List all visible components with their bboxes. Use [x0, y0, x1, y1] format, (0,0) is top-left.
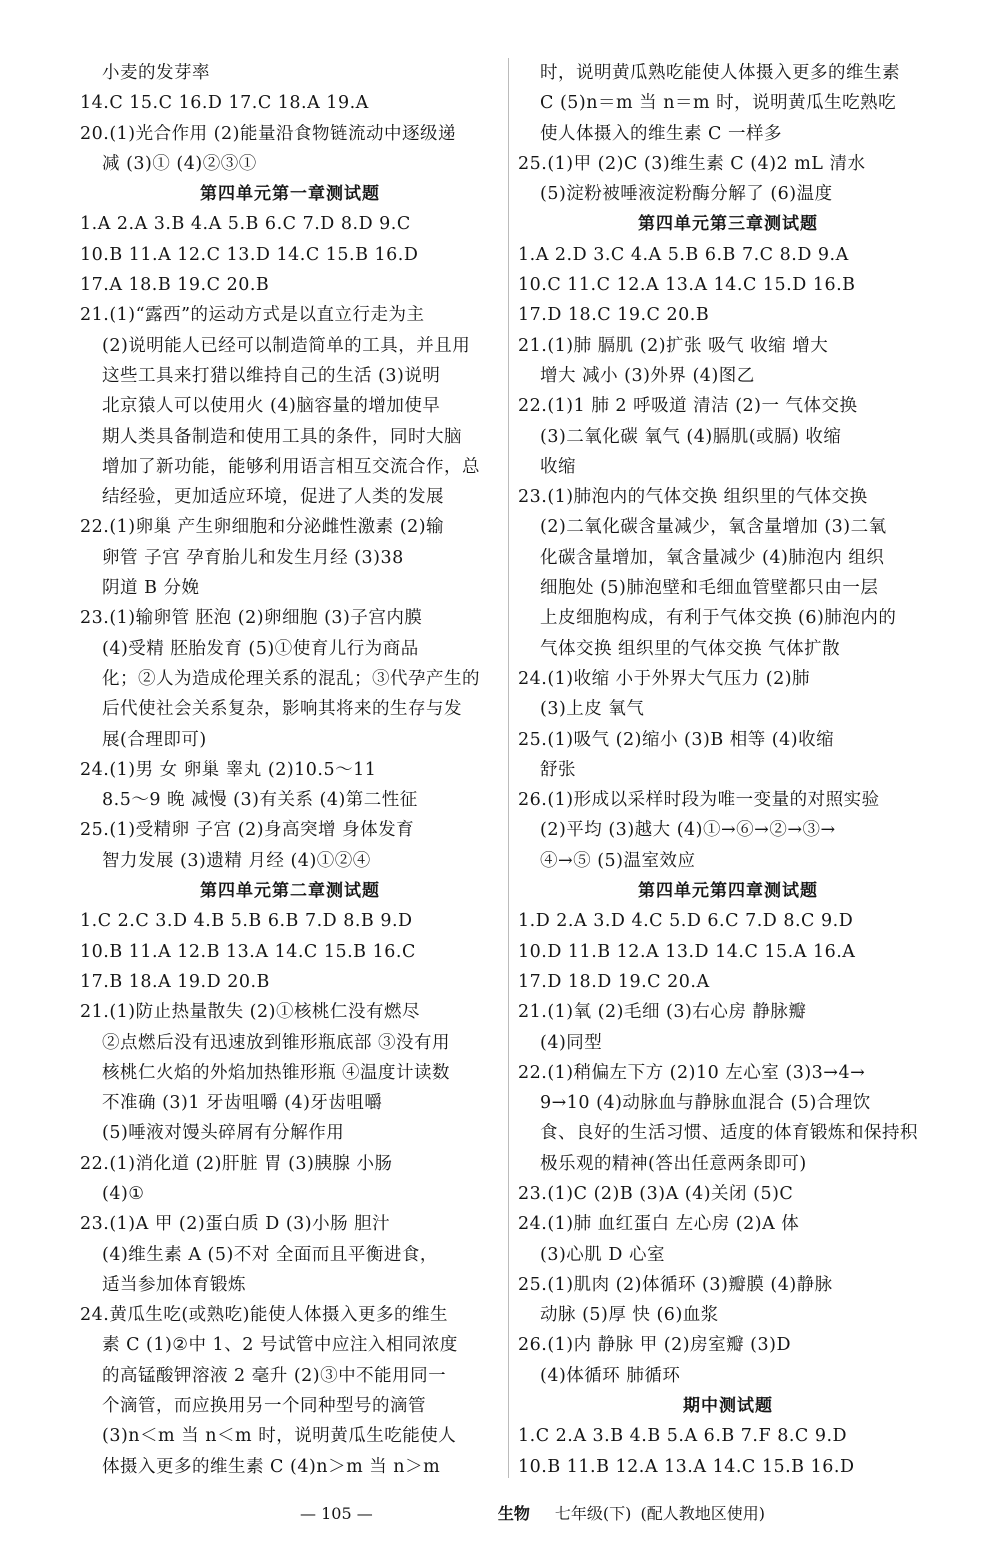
answer-line: 25.(1)受精卵 子宫 (2)身高突增 身体发育: [80, 820, 415, 841]
answer-line: 21.(1)防止热量散失 (2)①核桃仁没有燃尽: [80, 1002, 420, 1023]
answer-line: 10.C 11.C 12.A 13.A 14.C 15.D 16.B: [518, 275, 856, 296]
answer-line: 期人类具备制造和使用工具的条件，同时大脑: [102, 426, 462, 447]
answer-line: 10.D 11.B 12.A 13.D 14.C 15.A 16.A: [518, 941, 856, 962]
left-column: [80, 58, 500, 1482]
answer-line: 23.(1)C (2)B (3)A (4)关闭 (5)C: [518, 1183, 794, 1204]
answer-line: 10.B 11.B 12.A 13.A 14.C 15.B 16.D: [518, 1456, 855, 1477]
answer-line: (4)①: [102, 1183, 145, 1204]
answer-line: (3)二氧化碳 氧气 (4)膈肌(或膈) 收缩: [540, 426, 842, 447]
answer-line: 时，说明黄瓜熟吃能使人体摄入更多的维生素: [540, 63, 900, 83]
footer-subject: 生物: [497, 1504, 530, 1523]
answer-line: 展(合理即可): [102, 729, 207, 750]
answer-line: 动脉 (5)厚 快 (6)血浆: [540, 1305, 719, 1326]
answer-line: 21.(1)肺 膈肌 (2)扩张 吸气 收缩 增大: [518, 335, 829, 356]
answer-line: 1.D 2.A 3.D 4.C 5.D 6.C 7.D 8.C 9.D: [518, 911, 854, 932]
answer-line: 适当参加体育锻炼: [102, 1274, 246, 1295]
answer-line: 22.(1)卵巢 产生卵细胞和分泌雌性激素 (2)输: [80, 517, 445, 538]
answer-line: 17.B 18.A 19.D 20.B: [80, 971, 270, 992]
answer-line: (4)受精 胚胎发育 (5)①使育儿行为商品: [102, 638, 419, 659]
answer-line: 极乐观的精神(答出任意两条即可): [540, 1153, 807, 1174]
answer-line: 后代使社会关系复杂，影响其将来的生存与发: [102, 699, 462, 720]
answer-line: 素 C (1)②中 1、2 号试管中应注入相同浓度: [102, 1335, 458, 1356]
answer-line: 24.(1)收缩 小于外界大气压力 (2)肺: [518, 668, 811, 689]
answer-line: 23.(1)输卵管 胚泡 (2)卵细胞 (3)子宫内膜: [80, 608, 423, 629]
answer-line: 体摄入更多的维生素 C (4)n＞m 当 n＞m: [102, 1456, 441, 1477]
answer-line: 的高锰酸钾溶液 2 毫升 (2)③中不能用同一: [102, 1365, 447, 1386]
answer-line: 阴道 B 分娩: [102, 578, 200, 599]
answer-line: 21.(1)氧 (2)毛细 (3)右心房 静脉瓣: [518, 1002, 807, 1023]
answer-line: 1.A 2.D 3.C 4.A 5.B 6.B 7.C 8.D 9.A: [518, 244, 849, 265]
answer-line: 化碳含量增加，氧含量减少 (4)肺泡内 组织: [540, 547, 885, 568]
answer-line: 结经验，更加适应环境，促进了人类的发展: [102, 487, 444, 508]
answer-line: (3)心肌 D 心室: [540, 1244, 665, 1265]
answer-line: 食、良好的生活习惯、适度的体育锻炼和保持积: [540, 1123, 918, 1144]
answer-line: 24.黄瓜生吃(或熟吃)能使人体摄入更多的维生: [80, 1305, 448, 1326]
answer-line: (2)平均 (3)越大 (4)①→⑥→②→③→: [540, 820, 836, 841]
page-number: — 105 —: [300, 1504, 373, 1523]
answer-line: 减 (3)① (4)②③①: [102, 153, 257, 174]
answer-line: 24.(1)肺 血红蛋白 左心房 (2)A 体: [518, 1214, 800, 1235]
answer-line: 10.B 11.A 12.B 13.A 14.C 15.B 16.C: [80, 941, 416, 962]
answer-line: 21.(1)“露西”的运动方式是以直立行走为主: [80, 305, 425, 326]
answer-line: 23.(1)肺泡内的气体交换 组织里的气体交换: [518, 487, 868, 508]
answer-line: 北京猿人可以使用火 (4)脑容量的增加使早: [102, 396, 441, 417]
answer-line: 23.(1)A 甲 (2)蛋白质 D (3)小肠 胆汁: [80, 1214, 391, 1235]
answer-line: 22.(1)1 肺 2 呼吸道 清洁 (2)一 气体交换: [518, 396, 858, 417]
answer-line: (3)n＜m 当 n＜m 时，说明黄瓜生吃能使人: [102, 1426, 457, 1447]
answer-line: 26.(1)形成以采样时段为唯一变量的对照实验: [518, 790, 880, 811]
answer-line: (5)唾液对馒头碎屑有分解作用: [102, 1123, 345, 1144]
answer-line: (3)上皮 氧气: [540, 699, 645, 720]
section-heading: 第四单元第三章测试题: [638, 214, 818, 235]
answer-line: 20.(1)光合作用 (2)能量沿食物链流动中逐级递: [80, 123, 456, 144]
answer-line: ②点燃后没有迅速放到锥形瓶底部 ③没有用: [102, 1032, 451, 1053]
section-heading: 期中测试题: [683, 1396, 773, 1417]
answer-line: 这些工具来打猎以维持自己的生活 (3)说明: [102, 365, 441, 386]
answer-line: 1.C 2.C 3.D 4.B 5.B 6.B 7.D 8.B 9.D: [80, 911, 413, 932]
answer-line: 增大 减小 (3)外界 (4)图乙: [540, 365, 755, 386]
answer-line: 1.A 2.A 3.B 4.A 5.B 6.C 7.D 8.D 9.C: [80, 214, 411, 235]
answer-line: 小麦的发芽率: [102, 63, 210, 83]
answer-line: 个滴管，而应换用另一个同种型号的滴管: [102, 1396, 426, 1417]
column-divider: [508, 58, 509, 1478]
answer-line: 10.B 11.A 12.C 13.D 14.C 15.B 16.D: [80, 244, 419, 265]
answer-line: 1.C 2.A 3.B 4.B 5.A 6.B 7.F 8.C 9.D: [518, 1426, 848, 1447]
answer-line: 25.(1)甲 (2)C (3)维生素 C (4)2 mL 清水: [518, 153, 866, 174]
answer-line: 25.(1)吸气 (2)缩小 (3)B 相等 (4)收缩: [518, 729, 835, 750]
answer-line: 17.D 18.D 19.C 20.A: [518, 971, 710, 992]
answer-line: ④→⑤ (5)温室效应: [540, 850, 696, 871]
footer-grade: 七年级(下): [554, 1504, 632, 1523]
answer-line: 使人体摄入的维生素 C 一样多: [540, 123, 783, 144]
answer-line: 不准确 (3)1 牙齿咀嚼 (4)牙齿咀嚼: [102, 1093, 383, 1114]
answer-line: 9→10 (4)动脉血与静脉血混合 (5)合理饮: [540, 1093, 871, 1114]
answer-line: C (5)n＝m 当 n＝m 时，说明黄瓜生吃熟吃: [540, 93, 897, 114]
answer-line: 14.C 15.C 16.D 17.C 18.A 19.A: [80, 93, 369, 114]
answer-line: (2)说明能人已经可以制造简单的工具，并且用: [102, 335, 471, 356]
answer-line: (4)维生素 A (5)不对 全面而且平衡进食，: [102, 1244, 438, 1265]
answer-line: (4)体循环 肺循环: [540, 1365, 681, 1386]
answer-line: 上皮细胞构成，有利于气体交换 (6)肺泡内的: [540, 608, 897, 629]
answer-line: 卵管 子宫 孕育胎儿和发生月经 (3)38: [102, 547, 404, 568]
answer-line: 26.(1)内 静脉 甲 (2)房室瓣 (3)D: [518, 1335, 791, 1356]
answer-line: 细胞处 (5)肺泡壁和毛细血管壁都只由一层: [540, 578, 879, 599]
answer-line: 17.D 18.C 19.C 20.B: [518, 305, 710, 326]
answer-line: 24.(1)男 女 卵巢 睾丸 (2)10.5～11: [80, 759, 377, 780]
answer-line: (5)淀粉被唾液淀粉酶分解了 (6)温度: [540, 184, 833, 205]
right-column: [518, 58, 938, 1482]
answer-line: 核桃仁火焰的外焰加热锥形瓶 ④温度计读数: [102, 1062, 451, 1083]
answer-line: 22.(1)稍偏左下方 (2)10 左心室 (3)3→4→: [518, 1062, 866, 1083]
answer-line: 22.(1)消化道 (2)肝脏 胃 (3)胰腺 小肠: [80, 1153, 393, 1174]
answer-line: 智力发展 (3)遗精 月经 (4)①②④: [102, 850, 371, 871]
answer-line: 化；②人为造成伦理关系的混乱；③代孕产生的: [102, 668, 480, 689]
answer-line: 气体交换 组织里的气体交换 气体扩散: [540, 638, 841, 659]
section-heading: 第四单元第一章测试题: [200, 184, 380, 205]
section-heading: 第四单元第四章测试题: [638, 881, 818, 902]
answer-line: (4)同型: [540, 1032, 603, 1053]
answer-line: (2)二氧化碳含量减少，氧含量增加 (3)二氧: [540, 517, 887, 538]
answer-line: 收缩: [540, 456, 576, 477]
answer-line: 8.5～9 晚 减慢 (3)有关系 (4)第二性征: [102, 790, 418, 811]
answer-line: 25.(1)肌肉 (2)体循环 (3)瓣膜 (4)静脉: [518, 1274, 833, 1295]
answer-line: 舒张: [540, 759, 576, 780]
answer-line: 17.A 18.B 19.C 20.B: [80, 275, 270, 296]
footer-edition-note: (配人教地区使用): [640, 1504, 766, 1523]
answer-line: 增加了新功能，能够利用语言相互交流合作，总: [102, 456, 480, 477]
section-heading: 第四单元第二章测试题: [200, 881, 380, 902]
page-footer: [220, 1500, 980, 1528]
